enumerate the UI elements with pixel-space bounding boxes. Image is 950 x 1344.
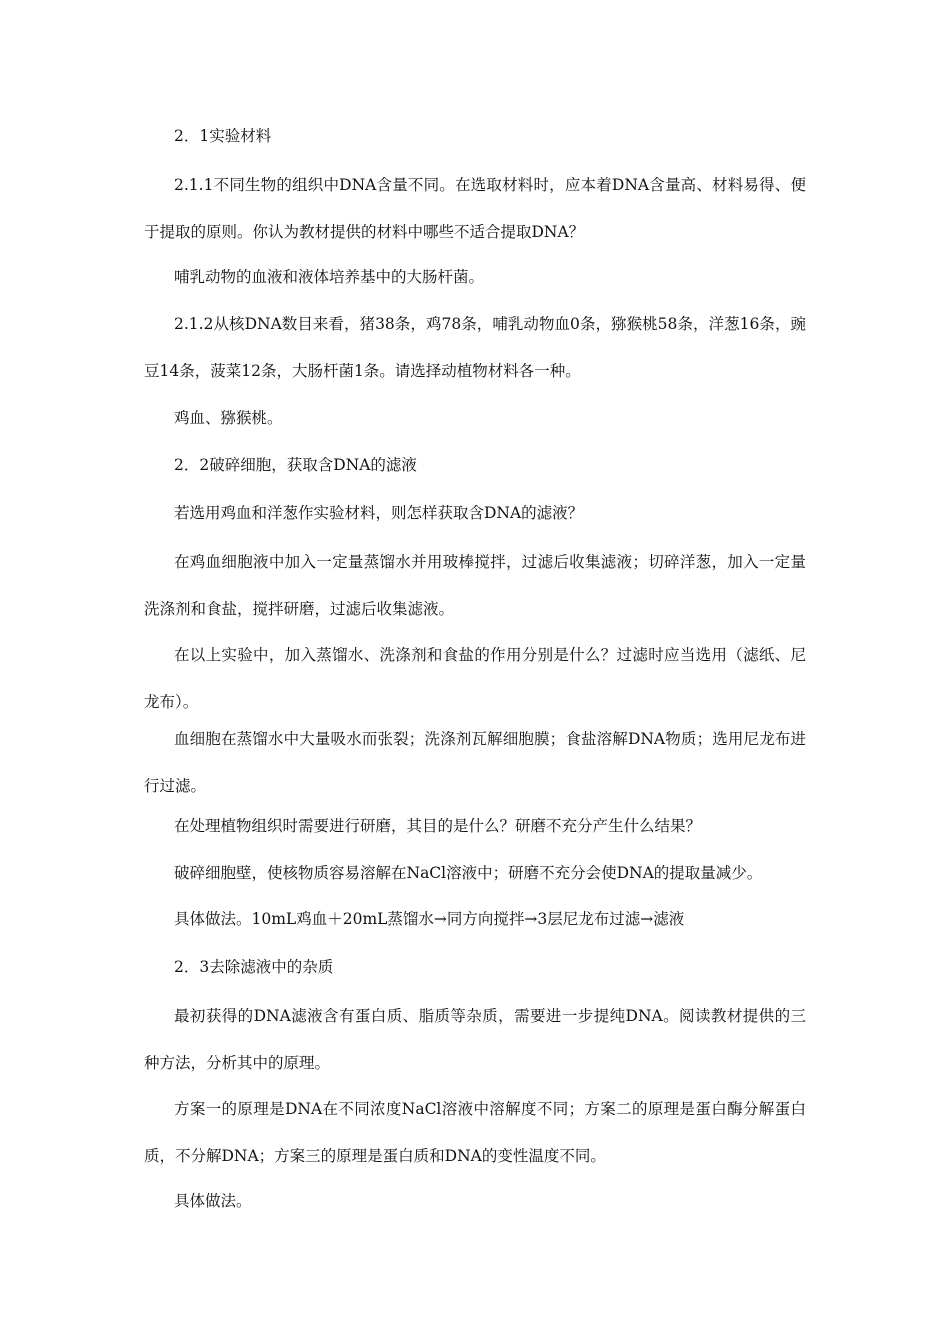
answer-reagents: 血细胞在蒸馏水中大量吸水而张裂；洗涤剂瓦解细胞膜；食盐溶解DNA物质；选用尼龙布进行过滤。 (144, 730, 806, 795)
procedure-step: 具体做法。10mL鸡血＋20mL蒸馏水→同方向搅拌→3层尼龙布过滤→滤液 (174, 910, 685, 928)
question-2-1-1: 2.1.1不同生物的组织中DNA含量不同。在选取材料时，应本着DNA含量高、材料易得、便于提取的原则。你认为教材提供的材料中哪些不适合提取DNA？ (144, 176, 806, 241)
question-2-1-2: 2.1.2从核DNA数目来看，猪38条，鸡78条，哺乳动物血0条，猕猴桃58条，洋葱16条，豌豆14条，菠菜12条，大肠杆菌1条。请选择动植物材料各一种。 (144, 315, 806, 380)
answer-filtrate: 在鸡血细胞液中加入一定量蒸馏水并用玻棒搅拌，过滤后收集滤液；切碎洋葱，加入一定量洗涤剂和食盐，搅拌研磨，过滤后收集滤液。 (144, 553, 806, 618)
question-grinding: 在处理植物组织时需要进行研磨，其目的是什么？研磨不充分产生什么结果？ (174, 817, 702, 835)
answer-impurities: 方案一的原理是DNA在不同浓度NaCl溶液中溶解度不同；方案二的原理是蛋白酶分解蛋白质，不分解DNA；方案三的原理是蛋白质和DNA的变性温度不同。 (144, 1100, 806, 1165)
section-heading-2-2: 2．2破碎细胞，获取含DNA的滤液 (174, 456, 417, 474)
section-heading-2-1: 2．1实验材料 (174, 127, 272, 145)
procedure-heading: 具体做法。 (174, 1192, 252, 1210)
question-reagents: 在以上实验中，加入蒸馏水、洗涤剂和食盐的作用分别是什么？过滤时应当选用（滤纸、尼龙布）。 (144, 646, 806, 711)
question-impurities: 最初获得的DNA滤液含有蛋白质、脂质等杂质，需要进一步提纯DNA。阅读教材提供的三种方法，分析其中的原理。 (144, 1007, 806, 1072)
answer-2-1-2: 鸡血、猕猴桃。 (174, 409, 283, 427)
answer-2-1-1: 哺乳动物的血液和液体培养基中的大肠杆菌。 (174, 268, 485, 286)
question-filtrate: 若选用鸡血和洋葱作实验材料，则怎样获取含DNA的滤液？ (174, 504, 584, 522)
answer-grinding: 破碎细胞壁，使核物质容易溶解在NaCl溶液中；研磨不充分会使DNA的提取量减少。 (174, 864, 763, 882)
section-heading-2-3: 2．3去除滤液中的杂质 (174, 958, 334, 976)
